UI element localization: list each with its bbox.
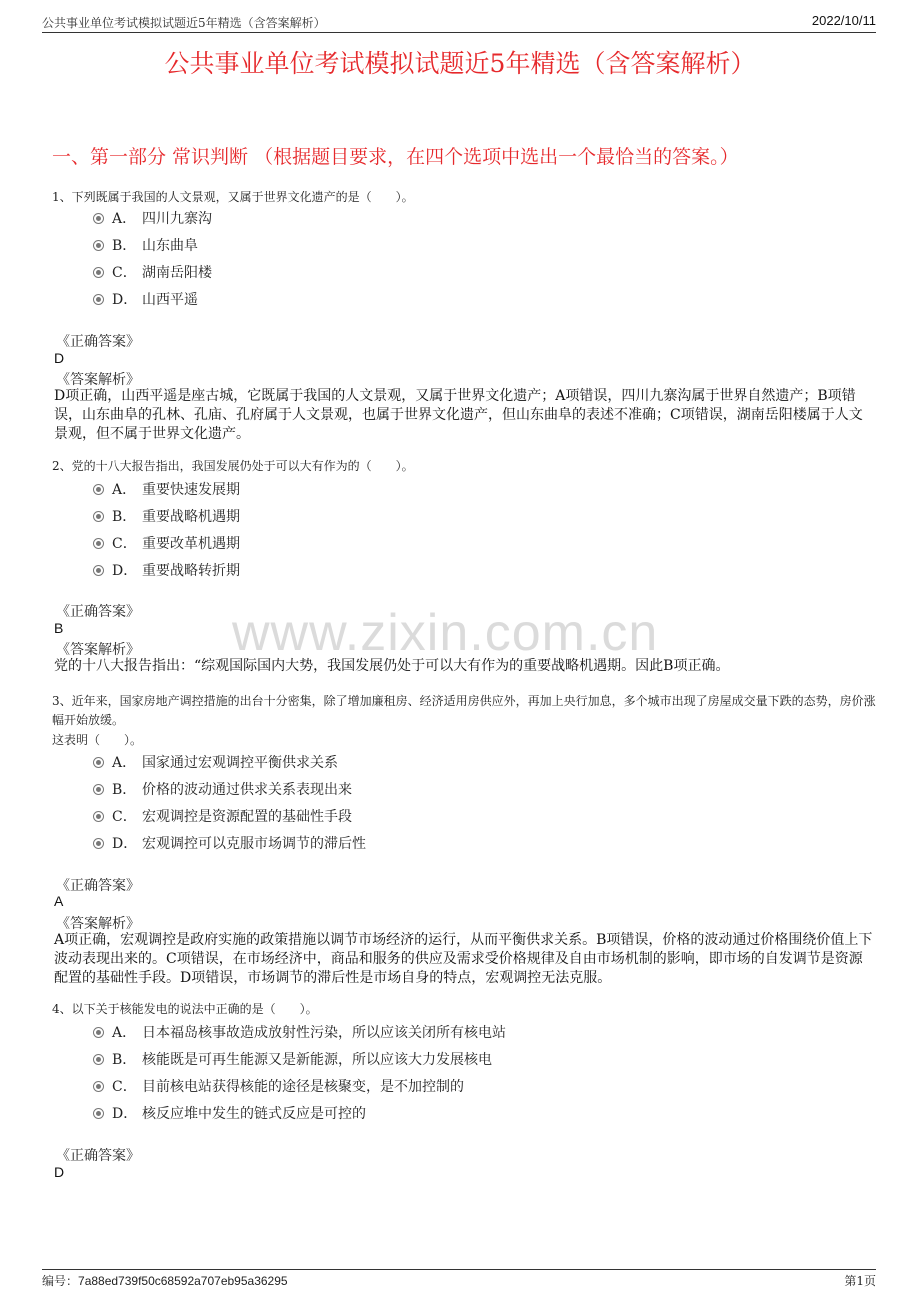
question-3-option-c[interactable]: C． 宏观调控是资源配置的基础性手段 <box>93 806 352 826</box>
question-4-option-b[interactable]: B． 核能既是可再生能源又是新能源，所以应该大力发展核电 <box>93 1049 492 1069</box>
question-1-option-c[interactable]: C． 湖南岳阳楼 <box>93 262 212 282</box>
question-4-stem: 4、以下关于核能发电的说法中正确的是（ ）。 <box>52 1002 318 1016</box>
page-title: 公共事业单位考试模拟试题近5年精选（含答案解析） <box>164 49 756 78</box>
radio-icon[interactable] <box>93 1027 104 1038</box>
question-2-option-c[interactable]: C． 重要改革机遇期 <box>93 533 240 553</box>
radio-icon[interactable] <box>93 1108 104 1119</box>
question-1-stem: 1、下列既属于我国的人文景观，又属于世界文化遗产的是（ ）。 <box>52 190 414 204</box>
answer-label: 《正确答案》 <box>56 334 140 350</box>
question-4-answer: D <box>54 1164 65 1180</box>
answer-label: 《正确答案》 <box>56 1148 140 1164</box>
question-3-option-b[interactable]: B． 价格的波动通过供求关系表现出来 <box>93 779 352 799</box>
radio-icon[interactable] <box>93 838 104 849</box>
footer-page-number: 第1页 <box>844 1274 876 1288</box>
radio-icon[interactable] <box>93 240 104 251</box>
question-3-explanation: A项正确，宏观调控是政府实施的政策措施以调节市场经济的运行，从而平衡供求关系。B项错误，价格的波动通过价格围绕价值上下波动表现出来的。C项错误，在市场经济中，商品和服务的供应及需求受价格规律及自由市场机制的影响，即市场的自发调节是资源配置的基础性手段。D项错误，市场调节的滞后性是市场自身的特点，宏观调控无法克服。 <box>54 932 873 986</box>
question-2-option-b[interactable]: B． 重要战略机遇期 <box>93 506 240 526</box>
radio-icon[interactable] <box>93 294 104 305</box>
explanation-label: 《答案解析》 <box>56 642 140 658</box>
header-doc-title: 公共事业单位考试模拟试题近5年精选（含答案解析） <box>42 16 326 30</box>
question-2-answer: B <box>54 620 64 636</box>
section-heading: 一、第一部分 常识判断 （根据题目要求，在四个选项中选出一个最恰当的答案。） <box>52 146 739 168</box>
question-2-explanation: 党的十八大报告指出：“综观国际国内大势，我国发展仍处于可以大有作为的重要战略机遇期。因此B项正确。 <box>54 658 730 674</box>
question-2-option-a[interactable]: A． 重要快速发展期 <box>93 479 240 499</box>
question-3-stem-continued: 这表明（ ）。 <box>52 733 143 747</box>
question-3-option-d[interactable]: D． 宏观调控可以克服市场调节的滞后性 <box>93 833 366 853</box>
footer-divider <box>42 1269 876 1270</box>
question-3-answer: A <box>54 893 64 909</box>
question-1-option-b[interactable]: B． 山东曲阜 <box>93 235 198 255</box>
answer-label: 《正确答案》 <box>56 604 140 620</box>
question-4-option-a[interactable]: A． 日本福岛核事故造成放射性污染，所以应该关闭所有核电站 <box>93 1022 506 1042</box>
question-3-option-a[interactable]: A． 国家通过宏观调控平衡供求关系 <box>93 752 338 772</box>
question-1-option-a[interactable]: A． 四川九寨沟 <box>93 208 212 228</box>
radio-icon[interactable] <box>93 484 104 495</box>
radio-icon[interactable] <box>93 1054 104 1065</box>
radio-icon[interactable] <box>93 757 104 768</box>
header-date: 2022/10/11 <box>811 13 876 28</box>
question-4-option-d[interactable]: D． 核反应堆中发生的链式反应是可控的 <box>93 1103 366 1123</box>
footer-code: 编号：7a88ed739f50c68592a707eb95a36295 <box>42 1274 288 1288</box>
question-1-explanation: D项正确，山西平遥是座古城，它既属于我国的人文景观，又属于世界文化遗产；A项错误，四川九寨沟属于世界自然遗产；B项错误，山东曲阜的孔林、孔庙、孔府属于人文景观，也属于世界文化遗产，但山东曲阜的表述不准确；C项错误，湖南岳阳楼属于人文景观，但不属于世界文化遗产。 <box>54 388 863 442</box>
radio-icon[interactable] <box>93 538 104 549</box>
explanation-label: 《答案解析》 <box>56 916 140 932</box>
radio-icon[interactable] <box>93 565 104 576</box>
radio-icon[interactable] <box>93 267 104 278</box>
question-1-answer: D <box>54 350 65 366</box>
answer-label: 《正确答案》 <box>56 878 140 894</box>
header-divider <box>42 32 876 33</box>
question-2-stem: 2、党的十八大报告指出，我国发展仍处于可以大有作为的（ ）。 <box>52 459 414 473</box>
radio-icon[interactable] <box>93 511 104 522</box>
question-2-option-d[interactable]: D． 重要战略转折期 <box>93 560 240 580</box>
radio-icon[interactable] <box>93 784 104 795</box>
radio-icon[interactable] <box>93 811 104 822</box>
question-3-stem: 3、近年来，国家房地产调控措施的出台十分密集，除了增加廉租房、经济适用房供应外，再加上央行加息，多个城市出现了房屋成交量下跌的态势，房价涨幅开始放缓。 <box>52 694 876 727</box>
watermark: www.zixin.com.cn <box>232 604 659 662</box>
radio-icon[interactable] <box>93 1081 104 1092</box>
question-1-option-d[interactable]: D． 山西平遥 <box>93 289 198 309</box>
radio-icon[interactable] <box>93 213 104 224</box>
explanation-label: 《答案解析》 <box>56 372 140 388</box>
question-4-option-c[interactable]: C． 目前核电站获得核能的途径是核聚变，是不加控制的 <box>93 1076 464 1096</box>
